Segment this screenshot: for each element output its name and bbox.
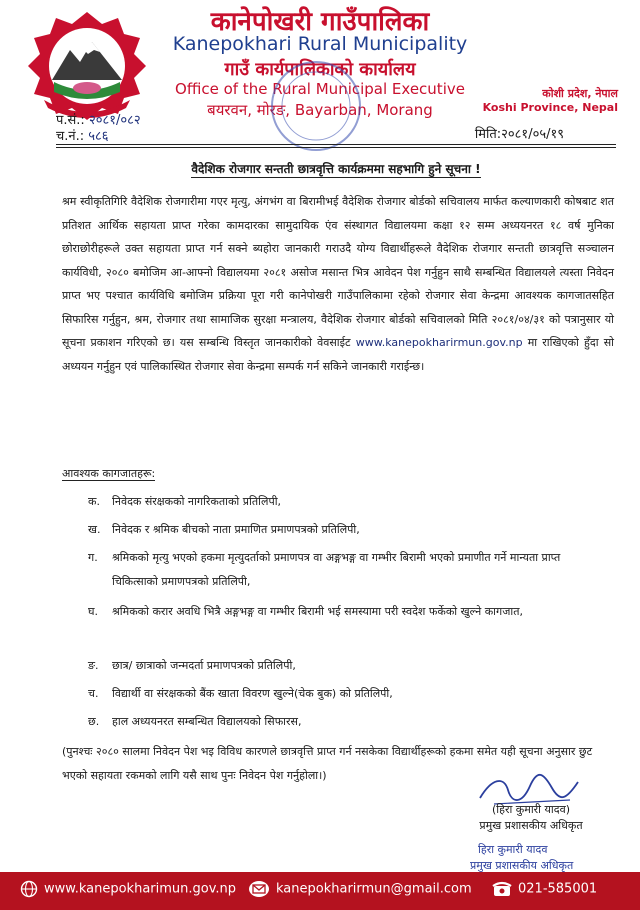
municipality-title-english: Kanepokhari Rural Municipality <box>172 33 468 55</box>
list-item: च. विद्यार्थी वा संरक्षकको बैंक खाता विवरण खुल्ने(चेक बुक) को प्रतिलिपी, <box>88 687 393 700</box>
list-item: ङ. छात्र/ छात्राको जन्मदर्ता प्रमाणपत्रको प्रतिलिपी, <box>88 659 296 672</box>
footer-phone[interactable]: 021-585001 <box>492 880 597 898</box>
email-icon <box>248 880 270 898</box>
footer-email[interactable]: kanepokharirmun@gmail.com <box>248 880 472 898</box>
footer-bar <box>0 872 640 910</box>
list-item: छ. हाल अध्ययनरत सम्बन्धित विद्यालयको सिफारस, <box>88 715 302 728</box>
phone-icon <box>492 880 512 898</box>
postscript-note: (पुनश्चः २०८० सालमा निवेदन पेश भइ विविध कारणले छात्रवृत्ति प्राप्त गर्न नसकेका विद्यार्थीहरूको हकमा समेत यही सूचना अनुसार छुट भएको सहायता रकमको लागि यसै साथ पुनः निवेदन पेश गर्नुहोला।) <box>62 745 593 782</box>
list-item: घ. श्रमिकको करार अवधि भित्रै अङ्गभङ्ग वा गम्भीर बिरामी भई समस्यामा परी स्वदेश फर्केको खुल्ने कागजात, <box>88 605 523 618</box>
footer-website[interactable]: www.kanepokharimun.gov.np <box>20 880 236 898</box>
letter-number: प.सं.: २०८१/०८२ <box>56 113 141 128</box>
notice-subject: वैदेशिक रोजगार सन्तती छात्रवृत्ति कार्यक्रममा सहभागि हुने सूचना ! <box>191 162 481 176</box>
signatory-name: (हिरा कुमारी यादव) <box>491 803 571 816</box>
office-name-english: Office of the Rural Municipal Executive <box>175 80 465 98</box>
province-nepali: कोशी प्रदेश, नेपाल <box>542 87 618 100</box>
letter-date: मिति:२०८१/०५/१९ <box>474 127 564 142</box>
website-link[interactable]: www.kanepokharirmun.gov.np <box>355 336 523 349</box>
stamp-signatory-name: हिरा कुमारी यादव <box>478 843 548 856</box>
notice-body: श्रम स्वीकृतिगिरि वैदेशिक रोजगारीमा गएर मृत्यु, अंगभंग वा बिरामीभई वैदेशिक रोजगार बोर्डको सचिवालय मार्फत कल्याणकारी कोषबाट शत प्रतिशत आर्थिक सहायता प्राप्त गरेका कामदारका सामुदायिक एंव संस्थागत विद्यालयमा कक्षा १२ सम्म अध्ययनरत १८ वर्ष मुनिका छोराछोरीहरूले उक्त सहायता प्राप्त गर्न सक्ने ब्यहोरा जानकारी गराउदै योग्य विद्यार्थीहरूले वैदेशिक रोजगार सन्तती छात्रवृत्ति सञ्चालन कार्यविधी, २०८० बमोजिम आ-आफ्नो विद्यालयमा २०८१ असोज मसान्त भित्र आवेदन पेश गर्नुहुन साथै सम्बन्धित विद्यालयले त्यस्ता निवेदन प्राप्त भए पश्चात कार्यविधि बमोजिम प्रक्रिया पूरा गरी कानेपोखरी गाउँपालिकामा रहेको रोजगार सेवा केन्द्रमा आवश्यक कागजातसहित सिफारिस गर्नुहुन, श्रम, रोजगार तथा सामाजिक सुरक्षा मन्त्रालय, वैदेशिक रोजगार बोर्डको सचिवालको मिति २०८१/०४/३१ को पत्रानुसार यो सूचना प्रकाशन गरिएको छ। यस सम्बन्धि विस्तृत जानकारीको वेवसाईट www.kanepokharirmun.gov.np मा राखिएको हुँदा सो अध्ययन गर्नुहुन एवं पालिकास्थित रोजगार सेवा केन्द्रमा सम्पर्क गर्न सकिने जानकारी गराईन्छ। <box>62 195 614 373</box>
header-divider-secondary <box>56 147 616 148</box>
header-divider <box>56 144 616 145</box>
required-documents-heading: आवश्यक कागजातहरू: <box>62 467 156 480</box>
list-item: ख. निवेदक र श्रमिक बीचको नाता प्रमाणित प्रमाणपत्रको प्रतिलिपी, <box>88 523 360 536</box>
list-item: ग. श्रमिकको मृत्यु भएको हकमा मृत्युदर्ताको प्रमाणपत्र वा अङ्गभङ्ग वा गम्भीर बिरामी भएको प्रमाणीत गर्ने मान्यता प्राप्त चिकित्साको प्रमाणपत्रको प्रतिलिपी, <box>88 551 561 588</box>
signatory-title: प्रमुख प्रशासकीय अधिकृत <box>479 819 583 832</box>
province-english: Koshi Province, Nepal <box>482 101 618 114</box>
office-address: बयरवन, मोरङ, Bayarban, Morang <box>207 101 433 119</box>
globe-icon <box>20 880 38 898</box>
office-seal-stamp <box>268 58 364 154</box>
office-name-nepali: गाउँ कार्यपालिकाको कार्यालय <box>224 59 416 80</box>
nepal-emblem-logo <box>22 8 152 126</box>
municipality-title-nepali: कानेपोखरी गाउँपालिका <box>210 7 430 37</box>
stamp-signatory-title: प्रमुख प्रशासकीय अधिकृत <box>470 859 574 872</box>
list-item: क. निवेदक संरक्षकको नागरिकताको प्रतिलिपी, <box>88 495 282 508</box>
dispatch-number: च.नं.: ५८६ <box>56 129 109 144</box>
